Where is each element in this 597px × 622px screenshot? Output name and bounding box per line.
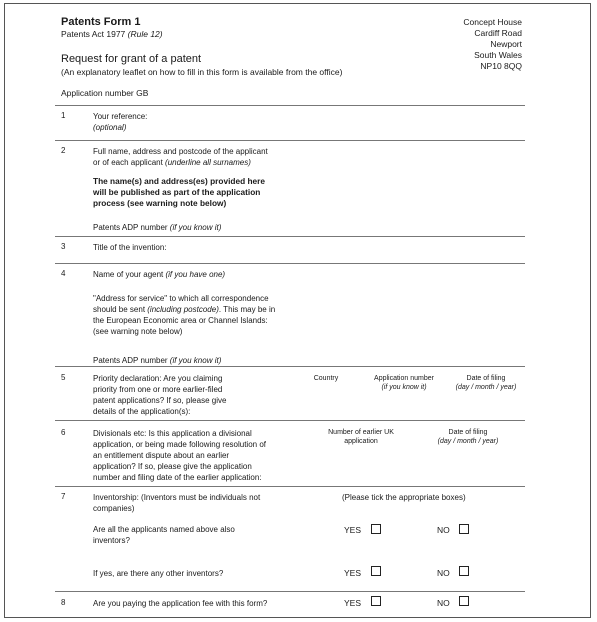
yes-label: YES <box>344 568 362 578</box>
your-reference-label: Your reference: (optional) <box>93 112 148 132</box>
form-title: Patents Form 1 <box>61 16 141 28</box>
application-fee-question: Are you paying the application fee with this form? <box>93 599 268 608</box>
yes-label: YES <box>344 598 362 608</box>
address-line: South Wales <box>474 50 522 60</box>
other-inventors-no-checkbox[interactable] <box>459 566 469 576</box>
other-inventors-yes-checkbox[interactable] <box>371 566 381 576</box>
section-number: 2 <box>61 146 66 155</box>
agent-name-label: Name of your agent (if you have one) <box>93 270 226 279</box>
yes-label: YES <box>344 525 362 535</box>
divider <box>55 105 525 106</box>
section-number: 4 <box>61 269 66 278</box>
address-for-service-label: "Address for service" to which all correspondence should be sent (including postcode). This may be in the European Economic area or Channel Islands: (see warning note below) <box>93 294 276 336</box>
country-column-header: Country <box>313 375 339 382</box>
section-number: 3 <box>61 242 66 251</box>
application-number-label: Application number GB <box>61 88 149 98</box>
divider <box>55 236 525 237</box>
agent-adp-label: Patents ADP number (if you know it) <box>93 356 222 365</box>
request-title: Request for grant of a patent <box>61 53 202 65</box>
other-inventors-question: If yes, are there any other inventors? <box>93 569 224 578</box>
divider <box>55 420 525 421</box>
applicants-inventors-question: Are all the applicants named above also inventors? <box>93 525 235 545</box>
address-line: Cardiff Road <box>474 28 522 38</box>
divider <box>55 591 525 592</box>
address-line: Concept House <box>463 17 522 27</box>
section-number: 8 <box>61 598 66 607</box>
inventorship-label: Inventorship: (Inventors must be individuals not companies) <box>93 493 261 513</box>
applicants-inventors-yes-checkbox[interactable] <box>371 524 381 534</box>
applicant-adp-label: Patents ADP number (if you know it) <box>93 223 222 232</box>
section-number: 1 <box>61 111 66 120</box>
address-line: NP10 8QQ <box>480 61 522 71</box>
fee-no-checkbox[interactable] <box>459 596 469 606</box>
divider <box>55 366 525 367</box>
fee-yes-checkbox[interactable] <box>371 596 381 606</box>
section-number: 7 <box>61 492 66 501</box>
applicants-inventors-no-checkbox[interactable] <box>459 524 469 534</box>
office-address <box>463 17 522 72</box>
address-line: Newport <box>490 39 522 49</box>
divider <box>55 140 525 141</box>
act-reference: Patents Act 1977 (Rule 12) <box>61 29 163 39</box>
priority-declaration-label: Priority declaration: Are you claiming priority from one or more earlier-filed patent applications? If so, please give details of the application(s): <box>93 374 227 416</box>
no-label: NO <box>437 525 450 535</box>
earlier-filing-date-column-header: Date of filing (day / month / year) <box>437 429 499 445</box>
applicant-label: Full name, address and postcode of the applicant or of each applicant (underline all surnames) <box>93 147 268 167</box>
section-number: 6 <box>61 428 66 437</box>
section-number: 5 <box>61 373 66 382</box>
divider <box>55 486 525 487</box>
no-label: NO <box>437 598 450 608</box>
earlier-application-column-header: Number of earlier UK application <box>328 429 394 445</box>
divider <box>55 263 525 264</box>
invention-title-label: Title of the invention: <box>93 243 167 252</box>
publication-warning: The name(s) and address(es) provided here will be published as part of the application process (see warning note below) <box>93 176 265 208</box>
filing-date-column-header: Date of filing (day / month / year) <box>455 375 517 391</box>
application-number-column-header: Application number (if you know it) <box>374 375 434 391</box>
divisionals-label: Divisionals etc: Is this application a divisional application, or being made following resolution of an entitlement dispute about an earlier application? If so, please give the application number and filing date of the earlier application: <box>93 429 266 482</box>
no-label: NO <box>437 568 450 578</box>
tick-boxes-note: (Please tick the appropriate boxes) <box>342 493 466 502</box>
leaflet-note: (An explanatory leaflet on how to fill in this form is available from the office) <box>61 67 343 77</box>
